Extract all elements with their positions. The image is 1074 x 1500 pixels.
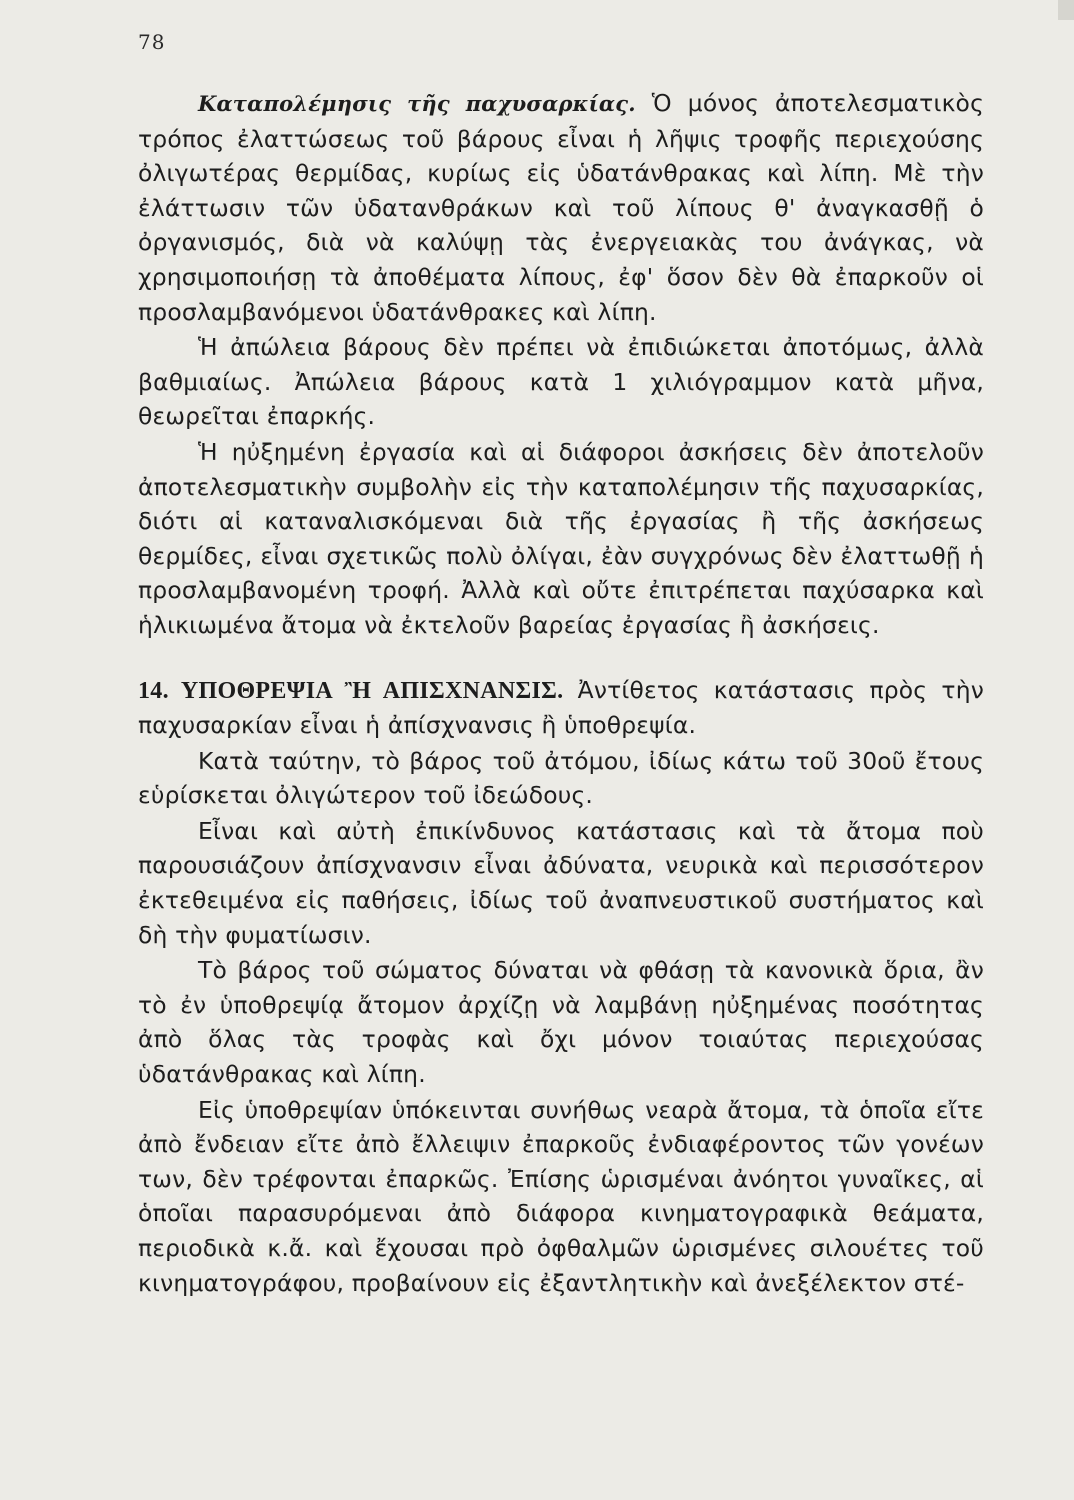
obesity-combat-paragraph — [138, 86, 984, 329]
section-14-heading: 14. ΥΠΟΘΡΕΨΙΑ Ἢ ΑΠΙΣΧΝΑΝΣΙΣ. — [138, 677, 564, 704]
text-column — [138, 86, 984, 1301]
page-number: 78 — [138, 30, 166, 54]
section-14-intro-paragraph — [138, 673, 984, 743]
section-14-paragraph: Εἶναι καὶ αὐτὴ ἐπικίνδυνος κατάστασις καὶ τὰ ἄτομα ποὺ παρουσιάζουν ἀπίσχνανσιν εἶναι ἀδύνατα, νευρικὰ καὶ περισσότερον ἐκτεθειμένα εἰς παθήσεις, ἰδίως τοῦ ἀναπνευστικοῦ συστήματος καὶ δὴ τὴν φυματίωσιν. — [138, 816, 984, 949]
section-14-paragraph: Εἰς ὑποθρεψίαν ὑπόκεινται συνήθως νεαρὰ ἄτομα, τὰ ὁποῖα εἴτε ἀπὸ ἔνδειαν εἴτε ἀπὸ ἔλλειψιν ἐπαρκοῦς ἐνδιαφέροντος τῶν γονέων των, δὲν τρέφονται ἐπαρκῶς. Ἐπίσης ὡρισμέναι ἀνόητοι γυναῖκες, αἱ ὁποῖαι παρασυρόμεναι ἀπὸ διάφορα κινηματογραφικὰ θεάματα, περιοδικὰ κ.ἄ. καὶ ἔχουσαι πρὸ ὀφθαλμῶν ὡρισμένες σιλουέτες τοῦ κινηματογράφου, προβαίνουν εἰς ἐξαντλητικὴν καὶ ἀνεξέλεκτον στέ- — [138, 1095, 984, 1297]
obesity-combat-body: Ὁ μόνος ἀποτελεσματικὸς τρόπος ἐλαττώσεως τοῦ βάρους εἶναι ἡ λῆψις τροφῆς περιεχούσης ὀλιγωτέρας θερμίδας, κυρίως εἰς ὑδατάνθρακας καὶ λίπη. Μὲ τὴν ἐλάττωσιν τῶν ὑδατανθράκων καὶ τοῦ λίπους θ' ἀναγκασθῇ ὁ ὀργανισμός, διὰ νὰ καλύψῃ τὰς ἐνεργειακὰς του ἀνάγκας, νὰ χρησιμοποιήσῃ τὰ ἀποθέματα λίπους, ἐφ' ὅσον δὲν θὰ ἐπαρκοῦν οἱ προσλαμβανόμενοι ὑδατάνθρακες καὶ λίπη. — [138, 89, 984, 326]
section-14-intro: Ἀντίθετος κατάστασις πρὸς τὴν παχυσαρκίαν εἶναι ἡ ἀπίσχνανσις ἢ ὑποθρεψία. — [138, 675, 984, 740]
obesity-combat-title: Καταπολέμησις τῆς παχυσαρκίας. — [198, 91, 636, 116]
exercise-paragraph: Ἡ ηὐξημένη ἐργασία καὶ αἱ διάφοροι ἀσκήσεις δὲν ἀποτελοῦν ἀποτελεσματικὴν συμβολὴν εἰς τὴν καταπολέμησιν τῆς παχυσαρκίας, διότι αἱ καταναλισκόμεναι διὰ τῆς ἐργασίας ἢ τῆς ἀσκήσεως θερμίδες, εἶναι σχετικῶς πολὺ ὀλίγαι, ἐὰν συγχρόνως δὲν ἐλαττωθῇ ἡ προσλαμβανομένη τροφή. Ἀλλὰ καὶ οὔτε ἐπιτρέπεται παχύσαρκα καὶ ἡλικιωμένα ἄτομα νὰ ἐκτελοῦν βαρείας ἐργασίας ἢ ἀσκήσεις. — [138, 437, 984, 639]
scan-corner-mark — [1058, 0, 1074, 20]
section-14-paragraph: Τὸ βάρος τοῦ σώματος δύναται νὰ φθάσῃ τὰ κανονικὰ ὅρια, ἂν τὸ ἐν ὑποθρεψίᾳ ἄτομον ἀρχίζῃ νὰ λαμβάνῃ ηὐξημένας ποσότητας ἀπὸ ὅλας τὰς τροφὰς καὶ ὄχι μόνον τοιαύτας περιεχούσας ὑδατάνθρακας καὶ λίπη. — [138, 956, 984, 1089]
section-14-paragraph: Κατὰ ταύτην, τὸ βάρος τοῦ ἀτόμου, ἰδίως κάτω τοῦ 30οῦ ἔτους εὑρίσκεται ὀλιγώτερον τοῦ ἰδεώδους. — [138, 746, 984, 810]
weight-loss-rate-paragraph: Ἡ ἀπώλεια βάρους δὲν πρέπει νὰ ἐπιδιώκεται ἀποτόμως, ἀλλὰ βαθμιαίως. Ἀπώλεια βάρους κατὰ 1 χιλιόγραμμον κατὰ μῆνα, θεωρεῖται ἐπαρκής. — [138, 333, 984, 431]
